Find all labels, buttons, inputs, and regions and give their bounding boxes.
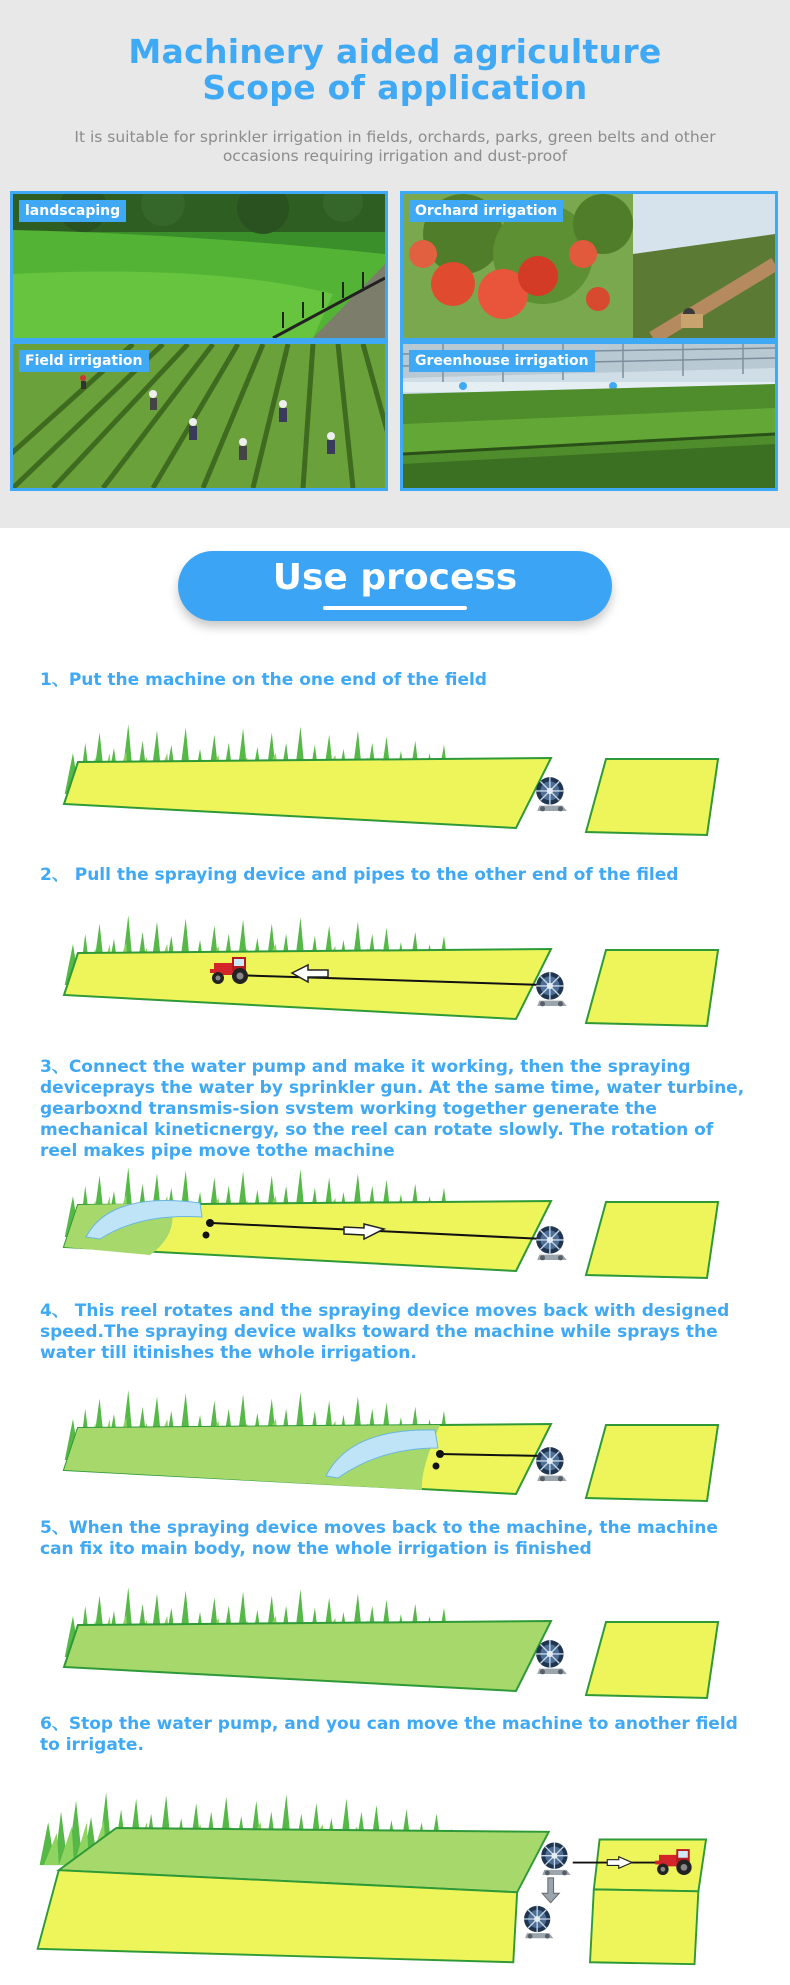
reel-machine-icon [524,1906,553,1939]
use-process-heading: Use process [272,557,518,598]
step-5-diagram [50,1575,750,1700]
arrow-down-icon [542,1878,559,1903]
step-5-text: 5、When the spraying device moves back to the machine, the machine can fix ito main body, now the whole irrigation is finished [40,1518,718,1559]
reel-machine-icon [536,1640,567,1674]
photo-orchard [400,191,778,341]
tag-landscaping: landscaping [19,200,126,222]
step-3-text: 3、Connect the water pump and make it working, then the spraying deviceprays the water by sprinkler gun. At the same time, water turbine, gearboxnd transmis-sion svstem working together generate the mechanical kineticnergy, so the reel can rotate slowly. The rotation of reel makes pipe move tothe machine [40,1057,745,1161]
step-1-text: 1、Put the machine on the one end of the field [40,670,487,690]
step-2-text: 2、 Pull the spraying device and pipes to the other end of the filed [40,865,679,885]
application-section [0,0,790,528]
step-4-diagram [50,1378,750,1503]
reel-machine-icon [536,1226,567,1260]
tag-greenhouse-irrigation: Greenhouse irrigation [409,350,595,372]
photo-landscaping [10,191,388,341]
step-3-diagram [50,1155,750,1280]
title-line-1: Machinery aided agriculture [128,32,662,71]
step-1-diagram [50,712,750,837]
step-2-diagram [50,903,750,1028]
use-process-banner [178,551,612,621]
heading-underline [323,606,467,610]
title-line-2: Scope of application [202,68,588,107]
reel-machine-icon [536,1447,567,1481]
step-4-text: 4、 This reel rotates and the spraying device moves back with designed speed.The spraying device walks toward the machine while sprays the water till itinishes the whole irrigation. [40,1301,730,1363]
step-6-text: 6、Stop the water pump, and you can move the machine to another field to irrigate. [40,1714,738,1755]
tag-orchard-irrigation: Orchard irrigation [409,200,563,222]
tag-field-irrigation: Field irrigation [19,350,149,372]
reel-machine-icon [536,777,567,811]
photo-field [10,341,388,491]
reel-machine-icon [536,972,567,1006]
reel-machine-icon [541,1843,570,1876]
photo-greenhouse [400,341,778,491]
subtitle: It is suitable for sprinkler irrigation in fields, orchards, parks, green belts and other occasions requiring irrigation and dust-proof [74,128,716,165]
step-6-diagram [30,1770,730,1980]
